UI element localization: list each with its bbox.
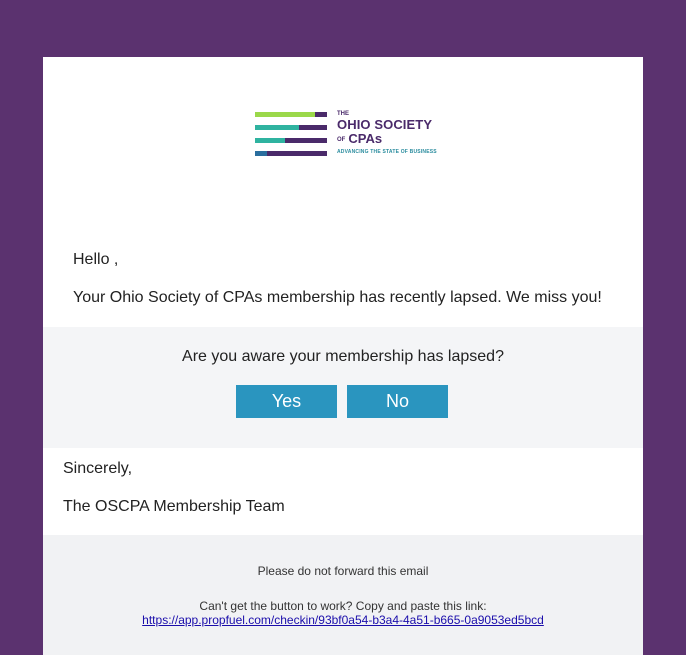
logo-the: THE — [337, 111, 349, 117]
greeting: Hello , — [73, 251, 119, 268]
footer — [43, 535, 643, 655]
no-button[interactable]: No — [347, 385, 448, 418]
question-section — [43, 327, 643, 448]
yes-button[interactable]: Yes — [236, 385, 337, 418]
intro-text: Your Ohio Society of CPAs membership has recently lapsed. We miss you! — [73, 289, 602, 306]
email-card — [43, 57, 643, 655]
logo-of: OF — [337, 136, 346, 143]
question-text: Are you aware your membership has lapsed? — [182, 348, 504, 365]
checkin-link[interactable]: https://app.propfuel.com/checkin/93bf0a54-b3a4-4a51-b665-0a9053ed5bcd — [142, 613, 544, 627]
logo-main-line2 — [337, 132, 437, 147]
footer-help-text: Can't get the button to work? Copy and paste this link: — [199, 599, 487, 613]
footer-note: Please do not forward this email — [257, 564, 429, 578]
logo-text — [337, 111, 437, 155]
logo-bars-icon — [255, 112, 329, 164]
logo-main-line1: OHIO SOCIETY — [337, 117, 433, 132]
logo-cpas: CPAs — [348, 131, 383, 146]
team-signature: The OSCPA Membership Team — [63, 498, 285, 515]
logo-tagline: ADVANCING THE STATE OF BUSINESS — [337, 148, 437, 155]
signoff: Sincerely, — [63, 460, 133, 477]
oscpa-logo — [248, 107, 438, 161]
